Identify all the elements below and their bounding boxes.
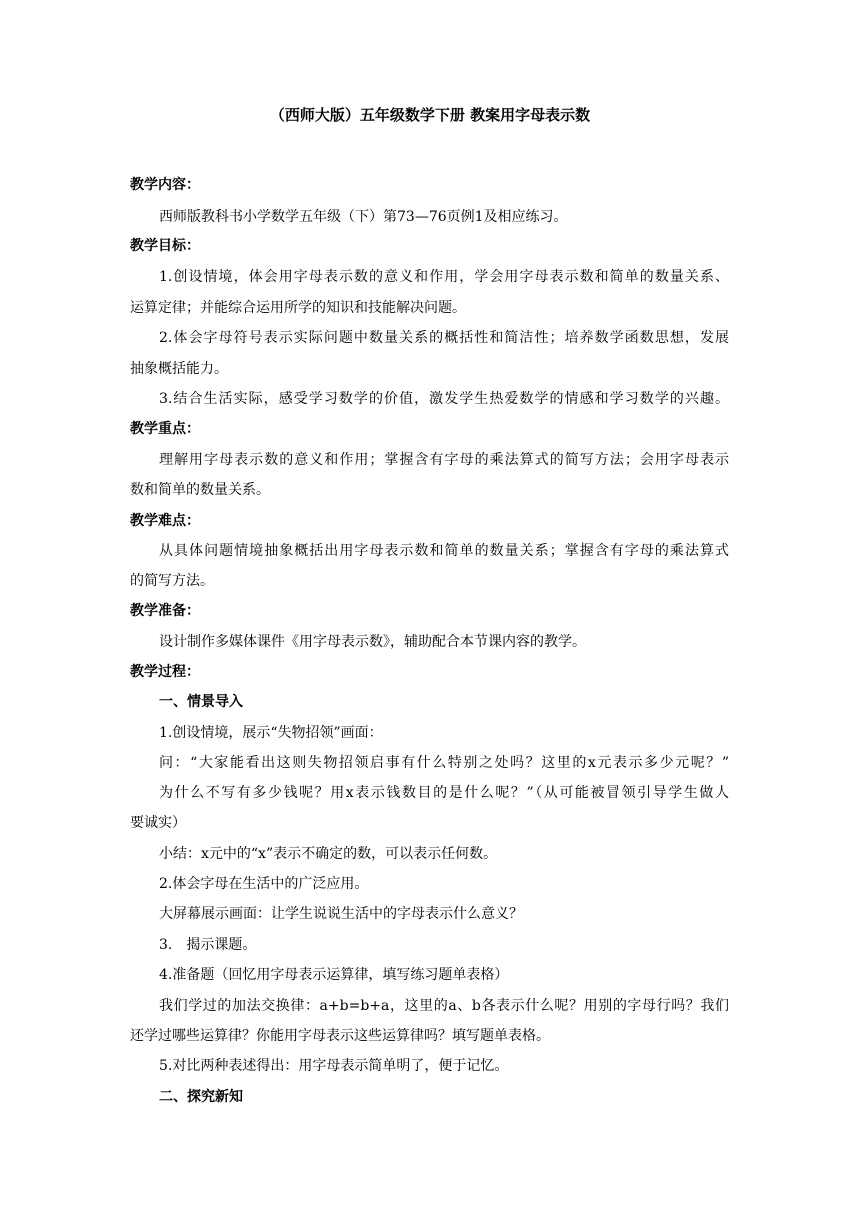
process-paragraph-10: 5.对比两种表述得出：用字母表示简单明了，便于记忆。 <box>159 1058 509 1074</box>
heading-difficult-points: 教学难点： <box>130 513 200 529</box>
goal-3: 3.结合生活实际，感受学习数学的价值，激发学生热爱数学的情感和学习数学的兴趣。 <box>159 391 729 407</box>
heading-teaching-content: 教学内容： <box>130 177 200 193</box>
process-paragraph-6: 大屏幕展示画面：让学生说说生活中的字母表示什么意义？ <box>159 906 523 922</box>
process-paragraph-9-line-1: 我们学过的加法交换律：a+b=b+a，这里的a、b各表示什么呢？用别的字母行吗？我们 <box>159 998 729 1014</box>
document-title: （西师大版）五年级数学下册 教案用字母表示数 <box>269 106 591 124</box>
heading-teaching-goals: 教学目标： <box>130 238 200 254</box>
process-paragraph-3-line-1: 为什么不写有多少钱呢？用x表示钱数目的是什么呢？”（从可能被冒领引导学生做人 <box>159 785 729 801</box>
process-paragraph-7: 3. 揭示课题。 <box>159 937 257 953</box>
key-points-line-2: 数和简单的数量关系。 <box>130 482 270 498</box>
heading-preparation: 教学准备： <box>130 603 200 619</box>
process-paragraph-8: 4.准备题（回忆用字母表示运算律，填写练习题单表格） <box>159 967 509 983</box>
preparation-text: 设计制作多媒体课件《用字母表示数》，辅助配合本节课内容的教学。 <box>159 634 586 650</box>
teaching-content-text: 西师版教科书小学数学五年级（下）第73—76页例1及相应练习。 <box>159 209 568 225</box>
difficult-points-line-1: 从具体问题情境抽象概括出用字母表示数和简单的数量关系；掌握含有字母的乘法算式 <box>159 543 729 559</box>
goal-2-line-2: 抽象概括能力。 <box>130 361 228 377</box>
process-paragraph-5: 2.体会字母在生活中的广泛应用。 <box>159 876 369 892</box>
process-paragraph-1: 1.创设情境，展示“失物招领”画面： <box>159 725 383 741</box>
process-paragraph-9-line-2: 还学过哪些运算律？你能用字母表示这些运算律吗？填写题单表格。 <box>130 1028 550 1044</box>
difficult-points-line-2: 的简写方法。 <box>130 573 214 589</box>
key-points-line-1: 理解用字母表示数的意义和作用；掌握含有字母的乘法算式的简写方法；会用字母表示 <box>159 452 729 468</box>
part-1-heading: 一、情景导入 <box>159 694 243 710</box>
process-paragraph-4: 小结：x元中的“x”表示不确定的数，可以表示任何数。 <box>159 846 498 862</box>
process-paragraph-3-line-2: 要诚实） <box>130 815 186 831</box>
heading-teaching-process: 教学过程： <box>130 664 200 680</box>
goal-1-line-1: 1.创设情境，体会用字母表示数的意义和作用，学会用字母表示数和简单的数量关系、 <box>159 269 729 285</box>
goal-1-line-2: 运算定律；并能综合运用所学的知识和技能解决问题。 <box>130 300 466 316</box>
heading-key-points: 教学重点： <box>130 421 200 437</box>
process-paragraph-2: 问：“大家能看出这则失物招领启事有什么特别之处吗？这里的x元表示多少元呢？” <box>159 755 729 771</box>
part-2-heading: 二、探究新知 <box>159 1089 243 1105</box>
goal-2-line-1: 2.体会字母符号表示实际问题中数量关系的概括性和简洁性；培养数学函数思想，发展 <box>159 330 729 346</box>
